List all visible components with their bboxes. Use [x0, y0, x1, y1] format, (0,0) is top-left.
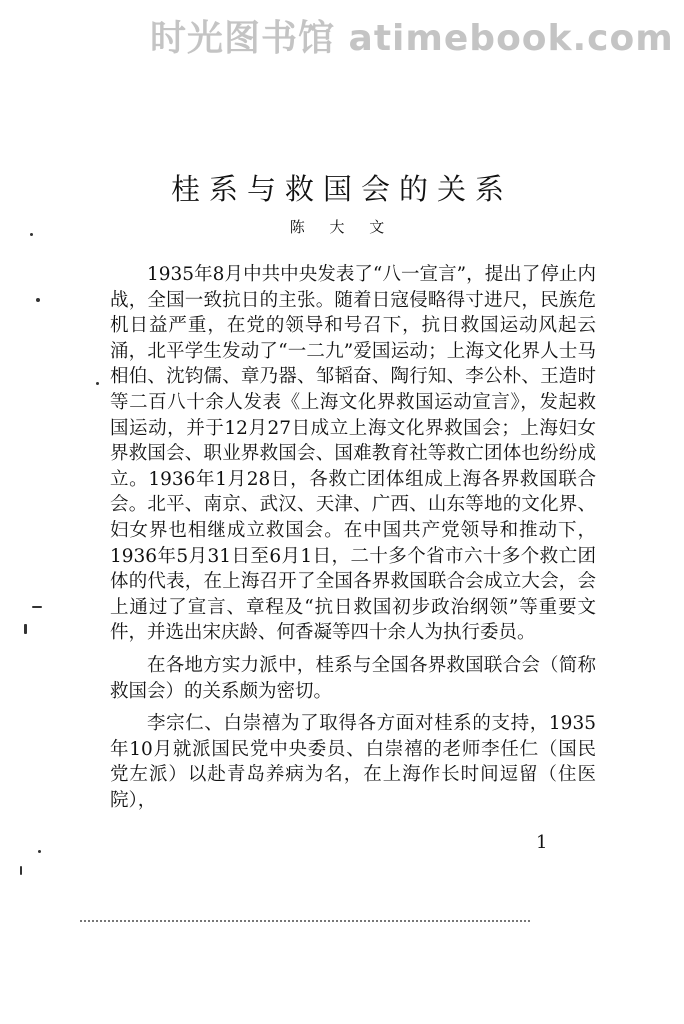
- scan-speck: [24, 624, 27, 634]
- bottom-dotted-rule: [80, 920, 530, 922]
- scan-speck: [30, 233, 33, 236]
- scan-speck: [32, 606, 42, 608]
- article-author: 陈 大 文: [289, 218, 395, 236]
- paragraph: 在各地方实力派中，桂系与全国各界救国联合会（简称救国会）的关系颇为密切。: [110, 654, 596, 702]
- scan-speck: [36, 298, 40, 302]
- page-number: 1: [536, 832, 548, 853]
- article-title: 桂系与救国会的关系: [170, 172, 513, 207]
- article-body: [110, 262, 596, 820]
- scan-speck: [96, 382, 99, 385]
- scan-speck: [38, 850, 41, 853]
- watermark: 时光图书馆 atimebook.com: [150, 18, 674, 59]
- scan-speck: [20, 866, 22, 875]
- paragraph: 1935年8月中共中央发表了“八一宣言”，提出了停止内战，全国一致抗日的主张。随着日寇侵略得寸进尺，民族危机日益严重，在党的领导和号召下，抗日救国运动风起云涌，北平学生发动了“一二九”爱国运动；上海文化界人士马相伯、沈钧儒、章乃器、邹韬奋、陶行知、李公朴、王造时等二百八十余人发表《上海文化界救国运动宣言》，发起救国运动，并于12月27日成立上海文化界救国会；上海妇女界救国会、职业界救国会、国难教育社等救亡团体也纷纷成立。1936年1月28日，各救亡团体组成上海各界救国联合会。北平、南京、武汉、天津、广西、山东等地的文化界、妇女界也相继成立救国会。在中国共产党领导和推动下，1936年5月31日至6月1日，二十多个省市六十多个救亡团体的代表，在上海召开了全国各界救国联合会成立大会，会上通过了宣言、章程及“抗日救国初步政治纲领”等重要文件，并选出宋庆龄、何香凝等四十余人为执行委员。: [110, 264, 596, 644]
- paragraph: 李宗仁、白崇禧为了取得各方面对桂系的支持，1935年10月就派国民党中央委员、白崇禧的老师李任仁（国民党左派）以赴青岛养病为名，在上海作长时间逗留（住医院），: [110, 713, 596, 811]
